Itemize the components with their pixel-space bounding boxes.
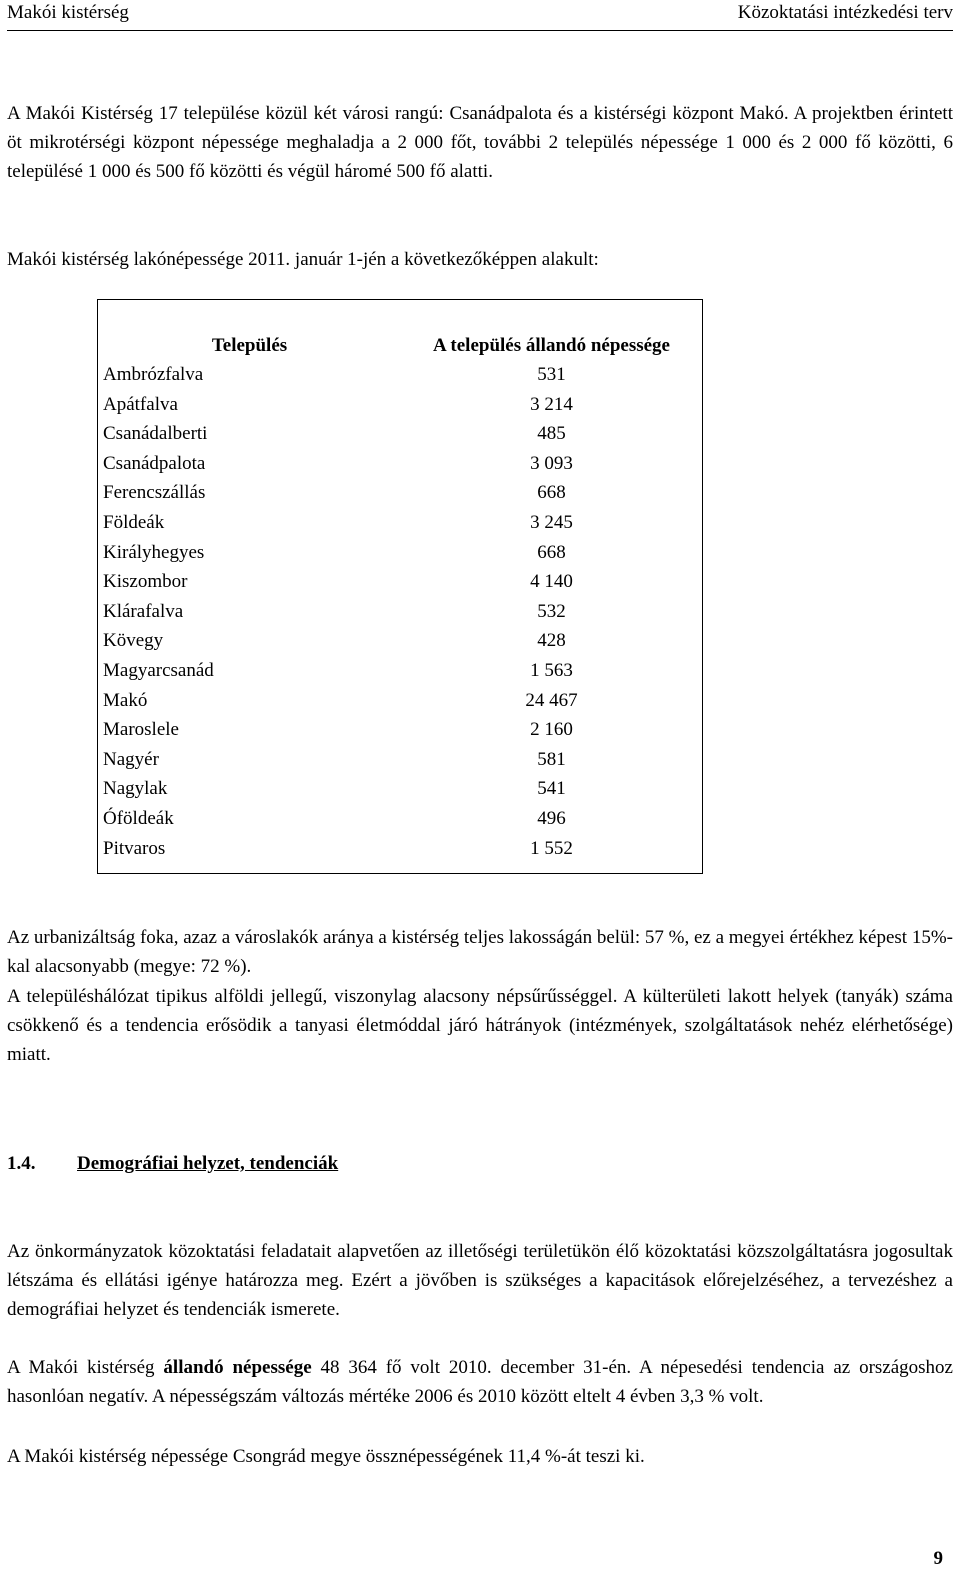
demography-paragraph-2 <box>7 1353 953 1411</box>
table-body <box>98 360 703 874</box>
table-row <box>98 419 703 449</box>
settlement-population: 532 <box>537 600 566 622</box>
settlement-population: 1 563 <box>530 659 573 681</box>
section-number: 1.4. <box>7 1153 36 1174</box>
population-table <box>97 299 703 874</box>
settlement-name: Nagyér <box>103 748 159 770</box>
page-number: 9 <box>933 1548 943 1569</box>
demography-paragraph-2-post: 48 364 fő volt 2010. december 31-én. A népesedési tendencia az országoshoz hasonlóan negatív. A népességszám változás mértéke 2006 és 2010 között eltelt 4 évben 3,3 % volt. <box>7 1357 953 1408</box>
settlement-population: 1 552 <box>530 837 573 859</box>
settlement-population: 3 093 <box>530 452 573 474</box>
settlement-population: 668 <box>537 482 566 504</box>
table-row <box>98 478 703 508</box>
settlement-population: 496 <box>537 807 566 829</box>
settlement-population: 541 <box>537 778 566 800</box>
table-row <box>98 360 703 390</box>
settlement-name: Kiszombor <box>103 571 188 593</box>
demography-paragraph-3: A Makói kistérség népessége Csongrád megye össznépességének 11,4 %-át teszi ki. <box>7 1446 645 1467</box>
settlement-population: 531 <box>537 364 566 385</box>
settlement-network-paragraph: A településhálózat tipikus alföldi jellegű, viszonylag alacsony népsűrűsséggel. A külterületi lakott helyek (tanyák) száma csökkenő és a tendencia erősödik a tanyasi életmóddal járó hátrányok (intézmények, szolgáltatások nehéz elérhetősége) miatt. <box>7 986 953 1066</box>
settlement-name: Csanádalberti <box>103 423 208 445</box>
settlement-population: 668 <box>537 541 566 563</box>
table-row <box>98 774 703 804</box>
settlement-population: 3 245 <box>530 511 573 533</box>
settlement-name: Klárafalva <box>103 600 184 622</box>
settlement-name: Kövegy <box>103 630 164 652</box>
settlement-name: Nagylak <box>103 778 168 800</box>
header-right-text: Közoktatási intézkedési terv <box>737 2 953 23</box>
settlement-name: Királyhegyes <box>103 541 205 563</box>
table-row <box>98 626 703 656</box>
table-row <box>98 745 703 775</box>
table-row <box>98 390 703 420</box>
table-row <box>98 567 703 597</box>
table-row <box>98 686 703 716</box>
table-row <box>98 804 703 834</box>
table-row <box>98 449 703 479</box>
header-population: A település állandó népessége <box>433 335 670 356</box>
table-row <box>98 656 703 686</box>
demography-paragraph-1: Az önkormányzatok közoktatási feladatait alapvetően az illetőségi területükön élő közoktatási közszolgáltatásra jogosultak létszáma és ellátási igénye határozza meg. Ezért a jövőben is szükséges a kapacitások előrejelzéséhez, a tervezéshez a demográfiai helyzet és tendenciák ismerete. <box>7 1241 953 1321</box>
table-header-row <box>98 300 703 361</box>
demography-paragraph-2-pre: A Makói kistérség <box>7 1357 164 1378</box>
settlement-population: 2 160 <box>530 719 573 741</box>
intro-paragraph-1: A Makói Kistérség 17 települése közül két városi rangú: Csanádpalota és a kistérségi központ Makó. A projektben érintett öt mikrotérségi központ népessége meghaladja a 2 000 főt, további 2 település népessége 1 000 és 2 000 fő közötti, 6 településé 1 000 és 500 fő közötti és végül háromé 500 fő alatti. <box>7 103 953 183</box>
settlement-name: Ambrózfalva <box>103 364 204 385</box>
header-left-text: Makói kistérség <box>7 2 129 23</box>
settlement-name: Maroslele <box>103 719 179 741</box>
settlement-population: 4 140 <box>530 571 573 593</box>
settlement-population: 3 214 <box>530 393 573 415</box>
settlement-name: Földeák <box>103 511 165 533</box>
settlement-population: 581 <box>537 748 566 770</box>
demography-paragraph-2-bold: állandó népessége <box>163 1357 312 1378</box>
settlement-population: 428 <box>537 630 566 652</box>
intro-paragraph-2: Makói kistérség lakónépessége 2011. január 1-jén a következőképpen alakult: <box>7 249 599 270</box>
settlement-name: Pitvaros <box>103 837 166 859</box>
table-row <box>98 538 703 568</box>
settlement-name: Makó <box>103 689 148 711</box>
settlement-name: Csanádpalota <box>103 452 206 474</box>
settlement-population: 24 467 <box>525 689 578 711</box>
settlement-population: 485 <box>537 423 566 445</box>
table-row <box>98 597 703 627</box>
section-title: Demográfiai helyzet, tendenciák <box>77 1153 339 1174</box>
settlement-name: Magyarcsanád <box>103 659 214 681</box>
table-row <box>98 508 703 538</box>
header-settlement: Település <box>211 335 288 356</box>
page-header <box>7 0 953 31</box>
table-row <box>98 715 703 745</box>
settlement-name: Apátfalva <box>103 393 178 415</box>
settlement-name: Ferencszállás <box>103 482 206 504</box>
settlement-name: Óföldeák <box>103 807 174 829</box>
table-row <box>98 834 703 874</box>
urbanization-paragraph: Az urbanizáltság foka, azaz a városlakók aránya a kistérség teljes lakosságán belül: 57 %, ez a megyei értékhez képest 15%-kal alacsonyabb (megye: 72 %). <box>7 927 953 978</box>
section-heading <box>7 1153 338 1175</box>
